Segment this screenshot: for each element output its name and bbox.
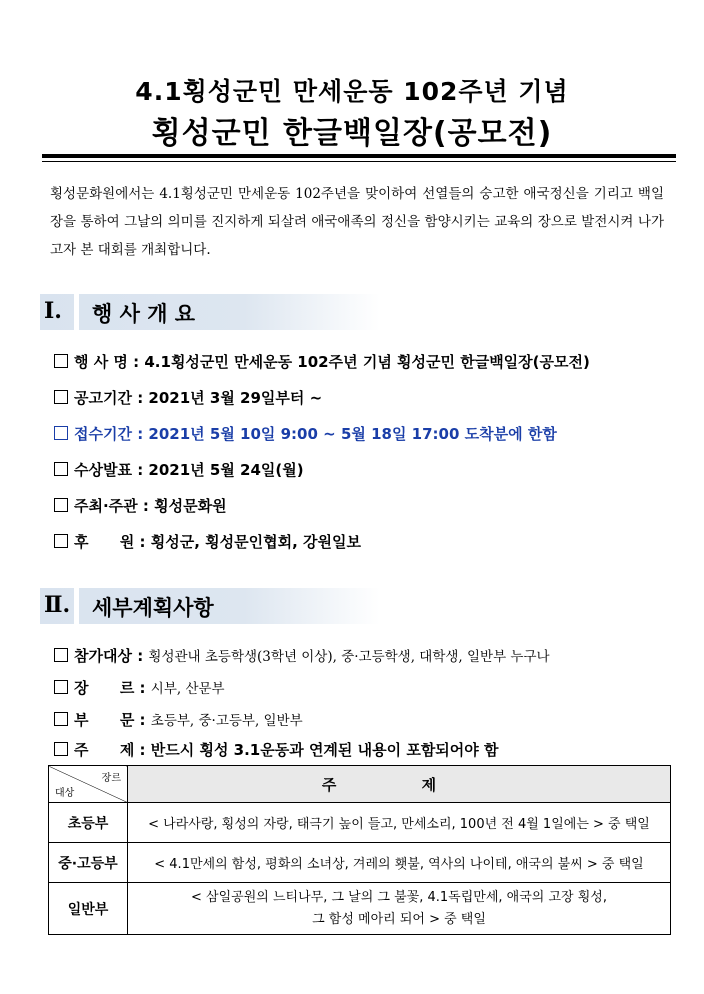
title-line-1: 4.1횡성군민 만세운동 102주년 기념 xyxy=(135,77,569,106)
section-1-header xyxy=(40,294,380,330)
checkbox-icon xyxy=(54,498,68,512)
header-topic: 주 제 xyxy=(128,766,671,803)
row-category: 초등부 xyxy=(49,803,128,843)
section-1-divider xyxy=(74,294,79,330)
event-item-award-announcement: 수상발표 : 2021년 5월 24일(월) xyxy=(54,459,304,480)
event-item-organizer: 주최·주관 : 횡성문화원 xyxy=(54,495,227,516)
intro-paragraph: 횡성문화원에서는 4.1횡성군민 만세운동 102주년을 맞이하여 선열들의 숭고한 애국정신을 기리고 백일장을 통하여 그날의 의미를 진지하게 되살려 애국애족의 정신을 함양시키는 교육의 장으로 발전시켜 나가고자 본 대회를 개최합니다. xyxy=(50,186,664,258)
title-line-2: 횡성군민 한글백일장(공모전) xyxy=(151,116,553,151)
section-2-title: 세부계획사항 xyxy=(92,596,214,620)
checkbox-icon xyxy=(54,354,68,368)
table-row xyxy=(49,843,671,883)
section-1-title: 행 사 개 요 xyxy=(92,302,196,326)
header-genre-label: 장르 xyxy=(101,773,121,784)
detail-item-theme: 주 제 : 반드시 횡성 3.1운동과 연계된 내용이 포함되어야 함 xyxy=(54,739,499,760)
topics-table-header xyxy=(49,766,671,803)
row-category: 일반부 xyxy=(49,883,128,935)
section-2-header xyxy=(40,588,380,624)
checkbox-icon xyxy=(54,462,68,476)
table-row xyxy=(49,883,671,935)
title-rule-thin xyxy=(42,161,676,162)
row-topic xyxy=(128,883,671,935)
event-item-sponsor: 후 원 : 횡성군, 횡성문인협회, 강원일보 xyxy=(54,531,361,552)
event-item-notice-period: 공고기간 : 2021년 3월 29일부터 ~ xyxy=(54,387,322,408)
checkbox-icon xyxy=(54,680,68,694)
section-1-number: Ⅰ. xyxy=(44,298,62,324)
checkbox-icon xyxy=(54,534,68,548)
header-target-label: 대상 xyxy=(55,788,75,799)
checkbox-icon xyxy=(54,648,68,662)
row-topic: < 4.1만세의 함성, 평화의 소녀상, 겨레의 횃불, 역사의 나이테, 애국의 불씨 > 중 택일 xyxy=(128,843,671,883)
topics-table xyxy=(48,765,671,935)
row-topic: < 나라사랑, 횡성의 자랑, 태극기 높이 들고, 만세소리, 100년 전 4월 1일에는 > 중 택일 xyxy=(128,803,671,843)
title-rule-thick xyxy=(42,154,676,158)
section-2-divider xyxy=(74,588,79,624)
checkbox-icon xyxy=(54,390,68,404)
section-2-number: Ⅱ. xyxy=(44,592,71,618)
row-topic-line-2: 그 함성 메아리 되어 > 중 택일 xyxy=(312,911,486,927)
checkbox-icon xyxy=(54,742,68,756)
header-diagonal-cell xyxy=(49,766,128,803)
row-topic-line-1: < 삼일공원의 느티나무, 그 날의 그 불꽃, 4.1독립만세, 애국의 고장 횡성, xyxy=(191,889,607,905)
event-item-name: 행 사 명 : 4.1횡성군민 만세운동 102주년 기념 횡성군민 한글백일장(공모전) xyxy=(54,351,590,372)
row-category: 중·고등부 xyxy=(49,843,128,883)
checkbox-icon xyxy=(54,426,68,440)
event-item-submission-period: 접수기간 : 2021년 5월 10일 9:00 ~ 5월 18일 17:00 도착분에 한함 xyxy=(54,423,557,444)
detail-item-eligibility: 참가대상 : 횡성관내 초등학생(3학년 이상), 중·고등학생, 대학생, 일반부 누구나 xyxy=(54,645,550,666)
detail-item-genre: 장 르 : 시부, 산문부 xyxy=(54,677,225,698)
table-row xyxy=(49,803,671,843)
checkbox-icon xyxy=(54,712,68,726)
detail-item-division: 부 문 : 초등부, 중·고등부, 일반부 xyxy=(54,709,303,730)
